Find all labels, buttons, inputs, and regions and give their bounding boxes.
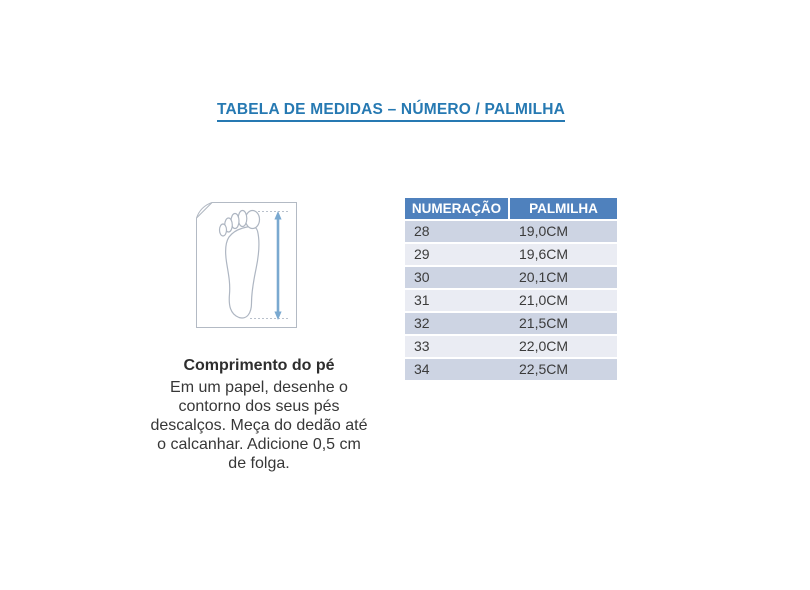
palmilha-cell: 21,5CM [519, 315, 569, 331]
palmilha-cell: 22,0CM [519, 338, 569, 354]
instructions-line: de folga. [228, 455, 290, 472]
palmilha-cell: 19,0CM [519, 223, 569, 239]
numeracao-cell: 28 [414, 223, 430, 239]
big-toe-icon [246, 211, 260, 229]
measuring-instructions [129, 356, 389, 473]
instructions-line: Em um papel, desenhe o [170, 379, 348, 396]
palmilha-cell: 20,1CM [519, 269, 569, 285]
instructions-line: descalços. Meça do dedão até [150, 417, 368, 434]
instructions-heading: Comprimento do pé [183, 357, 335, 374]
numeracao-cell: 29 [414, 246, 430, 262]
palmilha-cell: 21,0CM [519, 292, 569, 308]
instructions-line: contorno dos seus pés [178, 398, 340, 415]
numeracao-cell: 31 [414, 292, 430, 308]
table-row [405, 313, 617, 334]
numeracao-cell: 30 [414, 269, 430, 285]
foot-measure-svg [196, 202, 297, 328]
table-row [405, 290, 617, 311]
palmilha-cell: 19,6CM [519, 246, 569, 262]
table-row [405, 336, 617, 357]
numeracao-cell: 32 [414, 315, 430, 331]
numeracao-header-cell: NUMERAÇÃO [405, 198, 508, 219]
numeracao-cell: 33 [414, 338, 430, 354]
foot-measure-illustration [196, 202, 297, 328]
instructions-line: o calcanhar. Adicione 0,5 cm [157, 436, 361, 453]
little-toe-icon [220, 224, 227, 236]
page-title: TABELA DE MEDIDAS – NÚMERO / PALMILHA [217, 101, 565, 122]
table-row [405, 244, 617, 265]
size-table-header-row [405, 198, 617, 219]
palmilha-header-cell: PALMILHA [510, 198, 617, 219]
numeracao-cell: 34 [414, 361, 430, 377]
size-table [405, 198, 617, 382]
title-wrap [0, 101, 782, 122]
palmilha-cell: 22,5CM [519, 361, 569, 377]
table-row [405, 267, 617, 288]
table-row [405, 221, 617, 242]
second-toe-icon [238, 211, 247, 227]
table-row [405, 359, 617, 380]
